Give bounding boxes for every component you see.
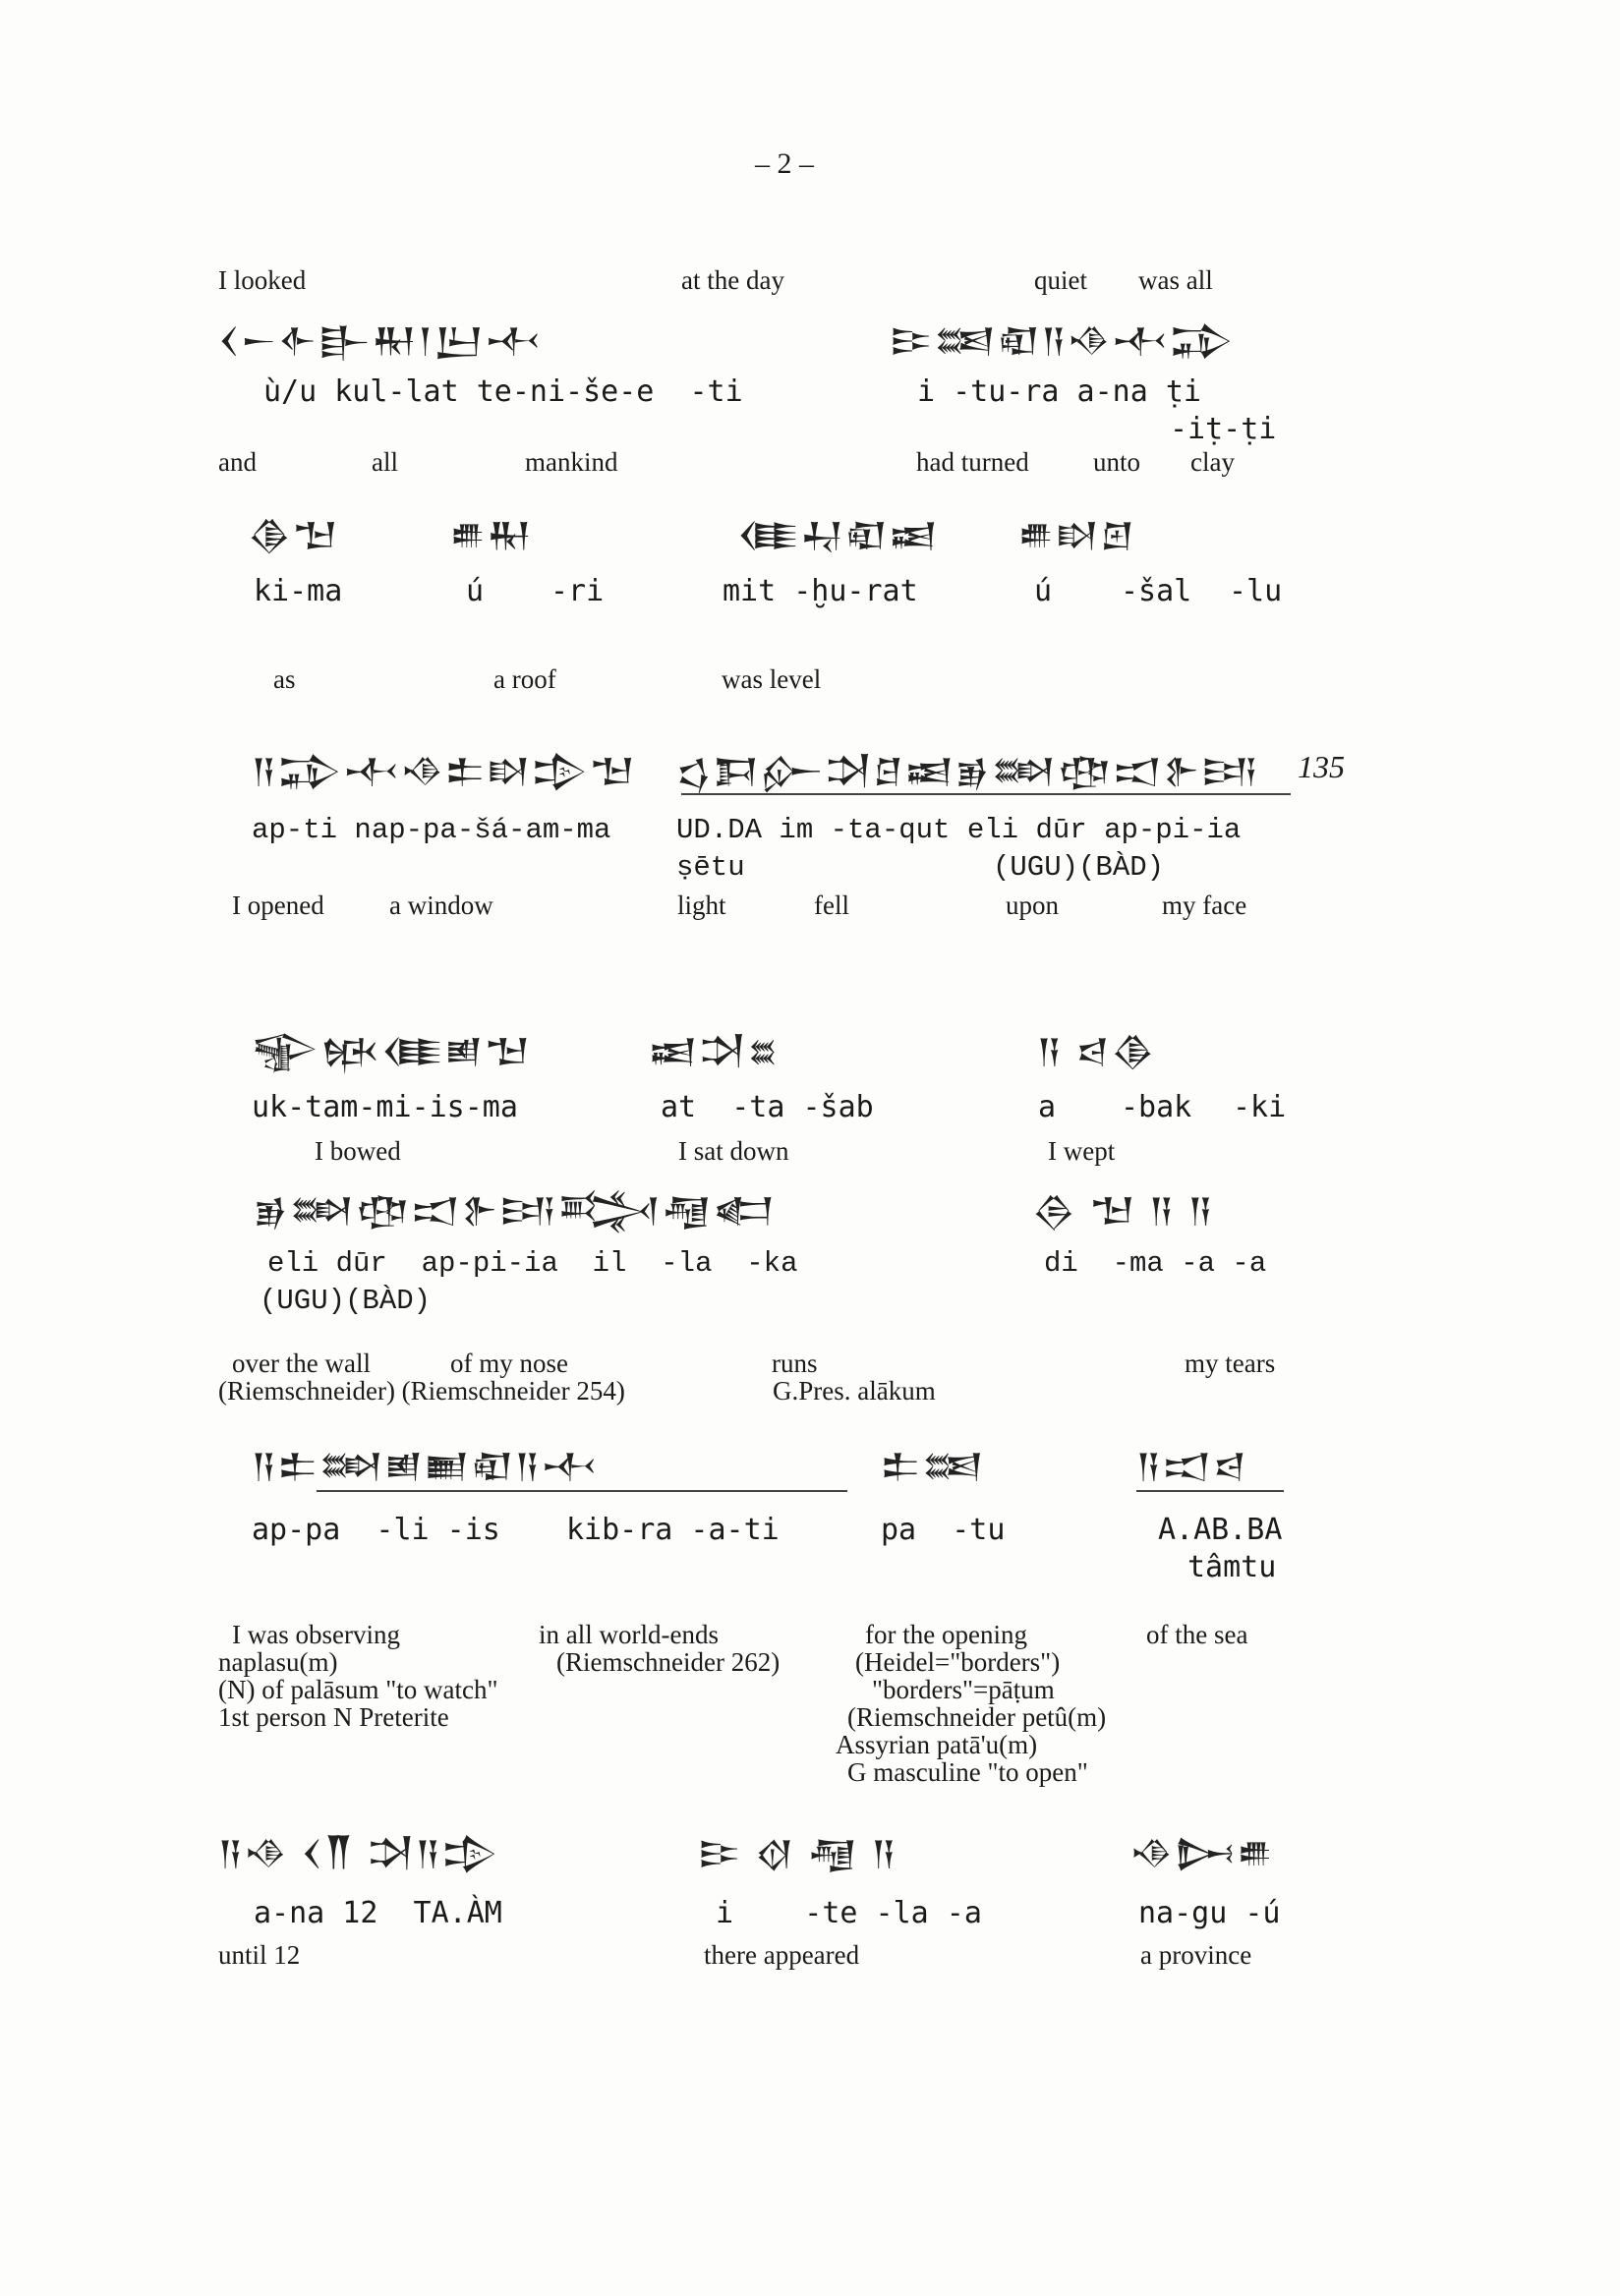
broken-text-marks-2 — [317, 1490, 847, 1492]
gloss-line-0-word-2: quiet — [1034, 265, 1087, 295]
gloss-line-7-word-2: a province — [1140, 1940, 1252, 1970]
note-6-petu: (Riemschneider petû(m) — [847, 1702, 1107, 1732]
gloss-line-3-word-3: fell — [814, 890, 849, 920]
cuneiform-line-6-c: 𒈾𒄖𒌑 — [1130, 1834, 1275, 1873]
gloss-line-5-word-2: runs — [772, 1349, 818, 1378]
transliteration-line-2-sub-a: ṣētu — [676, 851, 745, 884]
gloss-line-0-word-1: at the day — [681, 265, 784, 295]
gloss-line-1-word-0: and — [218, 447, 257, 477]
transliteration-line-1-g: -lu — [1229, 574, 1283, 608]
cuneiform-line-1-c: 𒈪𒄷𒊏𒀜 — [737, 516, 940, 555]
cuneiform-line-3-a: 𒊌𒁮𒈪𒅖𒈠 — [252, 1032, 532, 1071]
transliteration-line-6-c: na-gu -ú — [1138, 1896, 1281, 1930]
gloss-line-7-word-1: there appeared — [704, 1940, 860, 1970]
cuneiform-line-2-a: 𒀀𒁉𒋾𒈾𒉺𒊭𒄠𒈠 — [252, 752, 637, 791]
note-6-preterite: 1st person N Preterite — [218, 1702, 449, 1732]
transliteration-line-1-b: ú — [466, 574, 485, 608]
gloss-line-7-word-0: until 12 — [218, 1940, 301, 1970]
note-6-open: G masculine "to open" — [847, 1757, 1088, 1787]
gloss-line-2-word-1: a roof — [493, 664, 556, 694]
gloss-line-3-word-0: I opened — [232, 890, 324, 920]
transliteration-line-3-a: uk-tam-mi-is-ma — [252, 1090, 518, 1124]
cuneiform-line-2-b: 𒌓𒁕𒅎𒋫𒆪𒀜𒂊𒇷𒂦𒀊𒉿𒅀 — [676, 752, 1260, 791]
gloss-line-5-word-3: my tears — [1185, 1349, 1276, 1378]
cuneiform-line-6-a: 𒀀𒈾 𒌋𒐖 𒋫𒀀𒄠 — [218, 1834, 500, 1873]
page-number: – 2 – — [755, 147, 814, 180]
transliteration-line-1-d: mit -ḫu-rat — [723, 574, 918, 608]
transliteration-line-2-sub-b: (UGU)(BÀD) — [993, 851, 1165, 884]
broken-text-marks — [681, 793, 1291, 795]
gloss-line-1-word-1: all — [372, 447, 398, 477]
cuneiform-line-0-a: 𒌋𒀸𒅆𒃲𒊑𒁹𒌨𒋾 — [218, 321, 544, 361]
gloss-line-3-word-4: upon — [1006, 890, 1059, 920]
gloss-line-5-word-1: of my nose — [450, 1349, 568, 1378]
cuneiform-line-4-a: 𒂊𒇷𒂦𒀊𒉿𒅀𒅋𒆷𒅗 — [254, 1191, 777, 1231]
note-6-palasum: (N) of palāsum "to watch" — [218, 1675, 498, 1704]
cuneiform-line-5-c: 𒀀𒀊𒁀 — [1136, 1447, 1248, 1486]
transliteration-line-2-b: UD.DA im -ta-qut eli dūr ap-pi-ia — [676, 814, 1242, 846]
transliteration-line-1-f: -šal — [1121, 574, 1192, 608]
gloss-line-3-word-2: light — [677, 890, 726, 920]
transliteration-line-5-e: tâmtu — [1187, 1550, 1277, 1584]
transliteration-line-5-b: kib-ra -a-ti — [566, 1513, 780, 1547]
cuneiform-line-5-a: 𒀀𒉺𒇷𒅖𒆤𒊏𒀀𒋾 — [252, 1447, 600, 1486]
note-6-borders: "borders"=pāṭum — [872, 1675, 1055, 1704]
transliteration-line-1-e: ú — [1034, 574, 1053, 608]
gloss-line-6-word-1: in all world-ends — [539, 1620, 719, 1649]
cuneiform-line-4-b: 𒁲 𒈠 𒀀 𒀀 — [1032, 1191, 1215, 1231]
line-number-135: 135 — [1298, 749, 1345, 784]
cuneiform-line-3-b: 𒀜𒋫𒊺 — [649, 1032, 781, 1071]
transliteration-line-6-a: a-na 12 TA.ÀM — [254, 1896, 502, 1930]
cuneiform-line-1-a: 𒆠𒈠 — [248, 516, 340, 555]
gloss-line-1-word-4: unto — [1093, 447, 1141, 477]
gloss-line-4-word-2: I wept — [1048, 1136, 1116, 1166]
gloss-line-0-word-0: I looked — [218, 265, 307, 295]
cuneiform-line-3-c: 𒀀 𒁀𒆠 — [1037, 1032, 1157, 1071]
transliteration-line-1-a: ki-ma — [254, 574, 343, 608]
transliteration-line-0-a: ù/u kul-lat te-ni-še-e -ti — [263, 374, 743, 409]
transliteration-line-6-b: i -te -la -a — [716, 1896, 982, 1930]
cuneiform-line-5-b: 𒉺𒌅 — [881, 1447, 986, 1486]
gloss-line-4-word-0: I bowed — [315, 1136, 401, 1166]
transliteration-line-3-b: at -ta -šab — [661, 1090, 874, 1124]
note-line-5-b: G.Pres. alākum — [773, 1376, 936, 1406]
transliteration-line-5-c: pa -tu — [881, 1513, 1006, 1547]
gloss-line-1-word-5: clay — [1190, 447, 1235, 477]
gloss-line-1-word-2: mankind — [525, 447, 618, 477]
transliteration-line-3-e: -ki — [1233, 1090, 1287, 1124]
cuneiform-line-1-d: 𒌑𒊭𒇻 — [1018, 516, 1136, 555]
note-6-naplasu: naplasu(m) — [218, 1647, 338, 1677]
note-6-riemschneider: (Riemschneider 262) — [556, 1647, 781, 1677]
gloss-line-6-word-0: I was observing — [232, 1620, 400, 1649]
transliteration-line-2-a: ap-ti nap-pa-šá-am-ma — [252, 814, 611, 846]
cuneiform-line-6-b: 𒄿 𒋼 𒆷 𒀀 — [698, 1834, 898, 1873]
gloss-line-6-word-2: for the opening — [865, 1620, 1027, 1649]
transliteration-line-4-b: di -ma -a -a — [1044, 1247, 1267, 1280]
transliteration-line-1-c: -ri — [550, 574, 605, 608]
transliteration-line-5-a: ap-pa -li -is — [252, 1513, 500, 1547]
gloss-line-6-word-3: of the sea — [1146, 1620, 1248, 1649]
transliteration-line-5-d: A.AB.BA — [1158, 1513, 1283, 1547]
transliteration-line-3-c: a — [1038, 1090, 1057, 1124]
transliteration-line-0-b: i -tu-ra a-na ṭi — [917, 374, 1201, 409]
gloss-line-3-word-5: my face — [1162, 890, 1247, 920]
note-line-5-a: (Riemschneider) (Riemschneider 254) — [218, 1376, 625, 1406]
gloss-line-1-word-3: had turned — [916, 447, 1029, 477]
transliteration-line-4-a: eli dūr ap-pi-ia il -la -ka — [267, 1247, 798, 1280]
cuneiform-line-0-b: 𒄿𒌅𒊏𒀀𒈾𒋾𒁉 — [890, 321, 1236, 361]
gloss-line-0-word-3: was all — [1138, 265, 1213, 295]
transliteration-line-0-c: -iṭ-ṭi — [1170, 412, 1277, 446]
gloss-line-5-word-0: over the wall — [232, 1349, 371, 1378]
gloss-line-3-word-1: a window — [389, 890, 493, 920]
note-6-heidel: (Heidel="borders") — [855, 1647, 1061, 1677]
cuneiform-line-1-b: 𒌑𒊑 — [450, 516, 534, 555]
gloss-line-2-word-2: was level — [722, 664, 822, 694]
gloss-line-4-word-1: I sat down — [678, 1136, 789, 1166]
note-6-patau: Assyrian patā'u(m) — [836, 1730, 1038, 1759]
gloss-line-2-word-0: as — [273, 664, 296, 694]
broken-text-marks-3 — [1136, 1490, 1284, 1492]
transliteration-line-3-d: -bak — [1121, 1090, 1192, 1124]
transliteration-line-4-sub: (UGU)(BÀD) — [260, 1285, 432, 1317]
